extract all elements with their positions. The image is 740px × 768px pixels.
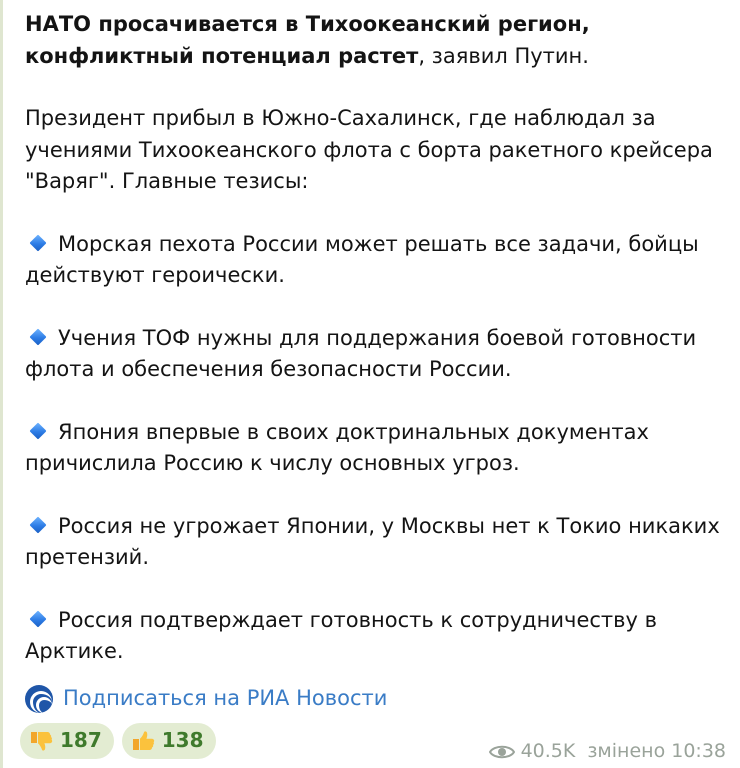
bullet-text: Япония впервые в своих доктринальных документах причислила Россию к числу основных угроз. [25,419,649,475]
bullet-text: Россия не угрожает Японии, у Москвы нет к Токио никаких претензий. [25,513,720,569]
blue-diamond-icon [30,516,47,533]
blue-diamond-icon [30,234,47,251]
headline-rest: , заявил Путин. [418,43,589,68]
bullet-item [25,229,725,292]
reaction-count: 138 [161,728,204,753]
bullet-text: Россия подтверждает готовность к сотрудничеству в Арктике. [25,607,658,663]
post-meta [489,736,726,768]
bullet-item [25,511,725,574]
subscribe-link-label[interactable]: Подписаться на РИА Новости [63,686,388,711]
post-intro: Президент прибыл в Южно-Сахалинск, где наблюдал за учениями Тихоокеанского флота с борта ракетного крейсера "Варяг". Главные тезисы: [25,106,713,193]
eye-icon [489,743,515,761]
bullet-item [25,323,725,386]
reaction-thumbs-up[interactable] [122,723,216,759]
view-count: 40.5K [520,740,576,762]
thumbs-down-icon [28,728,54,754]
reaction-thumbs-down[interactable] [20,723,114,759]
subscribe-link[interactable] [25,683,387,715]
reaction-count: 187 [60,728,102,753]
thumbs-up-icon [130,728,156,754]
blue-diamond-icon [30,422,47,439]
bullet-text: Учения ТОФ нужны для поддержания боевой готовности флота и обеспечения безопасности России. [25,325,697,381]
reactions-bar [20,723,216,759]
bullet-text: Морская пехота России может решать все задачи, бойцы действуют героически. [25,231,699,287]
bullet-item [25,605,725,668]
bullet-item [25,417,725,480]
post-headline [25,9,725,72]
ria-logo-icon [25,685,53,713]
edited-timestamp: змінено 10:38 [587,740,726,762]
headline-bold: НАТО просачивается в Тихоокеанский регион, конфликтный потенциал растет [25,12,590,68]
post-text [25,9,725,668]
blue-diamond-icon [30,328,47,345]
blue-diamond-icon [30,610,47,627]
